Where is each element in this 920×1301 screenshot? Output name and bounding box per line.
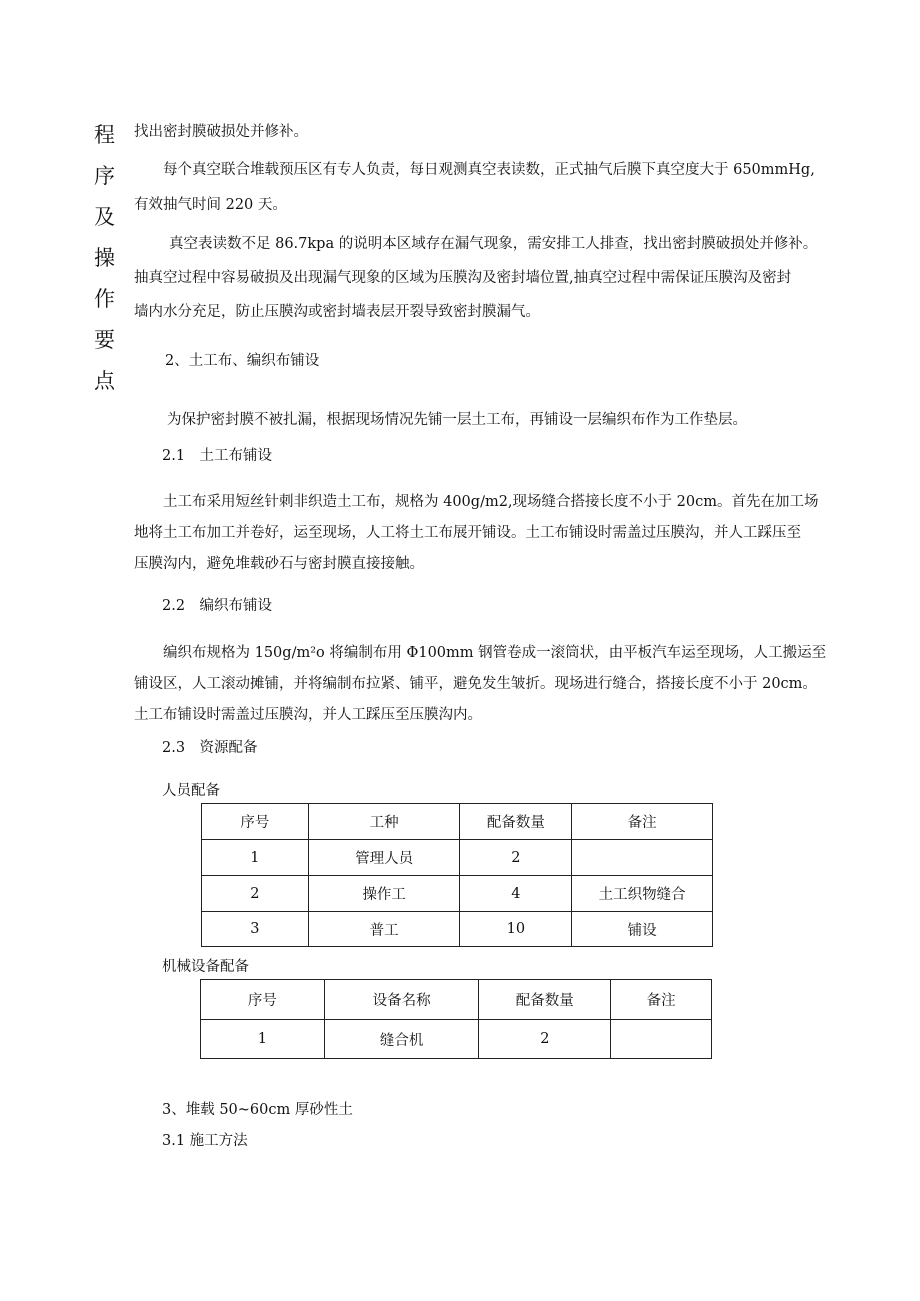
- side-title-char: 要: [94, 328, 115, 352]
- table-row: [202, 840, 713, 876]
- table-cell: 土工织物缝合: [572, 876, 713, 912]
- table-row: [201, 1020, 712, 1059]
- equipment-table: [200, 979, 712, 1059]
- side-title-char: 序: [94, 164, 115, 188]
- table-cell: 操作工: [308, 876, 460, 912]
- table-header-cell: 备注: [611, 980, 712, 1020]
- table-cell: 1: [202, 840, 309, 876]
- table-header-cell: 配备数量: [479, 980, 611, 1020]
- table-header-cell: 工种: [308, 804, 460, 840]
- table-header-row: [202, 804, 713, 840]
- table-cell: 1: [201, 1020, 325, 1059]
- section-heading: 2、土工布、编织布铺设: [165, 353, 320, 369]
- staff-table: [201, 803, 713, 947]
- subsection-heading: 2.2 编织布铺设: [162, 598, 273, 614]
- paragraph-line: 压膜沟内，避免堆载砂石与密封膜直接接触。: [134, 556, 424, 572]
- side-title-char: 及: [94, 205, 115, 229]
- table-row: [202, 912, 713, 947]
- paragraph-line: 抽真空过程中容易破损及出现漏气现象的区域为压膜沟及密封墙位置,抽真空过程中需保证压膜沟及密封: [134, 270, 792, 286]
- table-cell: 2: [479, 1020, 611, 1059]
- table-cell: 管理人员: [308, 840, 460, 876]
- paragraph-line: 墙内水分充足，防止压膜沟或密封墙表层开裂导致密封膜漏气。: [134, 304, 540, 320]
- table-cell: [611, 1020, 712, 1059]
- subsection-heading: 2.3 资源配备: [162, 740, 258, 756]
- paragraph-line: 找出密封膜破损处并修补。: [134, 124, 308, 140]
- table-row: [202, 876, 713, 912]
- table-header-cell: 配备数量: [460, 804, 572, 840]
- table-cell: 普工: [308, 912, 460, 947]
- table-cell: 铺设: [572, 912, 713, 947]
- table-cell: 4: [460, 876, 572, 912]
- table-header-row: [201, 980, 712, 1020]
- side-title-char: 程: [94, 123, 115, 147]
- side-title: [94, 125, 118, 412]
- paragraph-line: 有效抽气时间 220 天。: [134, 197, 287, 213]
- subsection-heading: 2.1 土工布铺设: [162, 448, 273, 464]
- paragraph-line: 真空表读数不足 86.7kpa 的说明本区域存在漏气现象，需安排工人排查，找出密封膜破损处并修补。: [169, 236, 818, 252]
- paragraph-line: 铺设区，人工滚动摊铺，并将编制布拉紧、铺平，避免发生皱折。现场进行缝合，搭接长度不小于 20cm。: [134, 676, 817, 692]
- side-title-char: 操: [94, 246, 115, 270]
- paragraph-line: 为保护密封膜不被扎漏，根据现场情况先铺一层土工布，再铺设一层编织布作为工作垫层。: [167, 412, 747, 428]
- table-cell: 10: [460, 912, 572, 947]
- section-heading: 3、堆载 50~60cm 厚砂性土: [162, 1102, 353, 1118]
- table-cell: 2: [202, 876, 309, 912]
- paragraph-line: 土工布铺设时需盖过压膜沟，并人工踩压至压膜沟内。: [134, 707, 482, 723]
- subsection-heading: 3.1 施工方法: [162, 1133, 248, 1149]
- side-title-char: 作: [94, 287, 115, 311]
- table-caption: 机械设备配备: [162, 959, 249, 975]
- paragraph-line: 编织布规格为 150g∕m²o 将编制布用 Φ100mm 钢管卷成一滚筒状，由平板汽车运至现场，人工搬运至: [163, 645, 827, 661]
- table-header-cell: 序号: [202, 804, 309, 840]
- table-cell: [572, 840, 713, 876]
- table-header-cell: 设备名称: [324, 980, 479, 1020]
- paragraph-line: 土工布采用短丝针刺非织造土工布，规格为 400g∕m2,现场缝合搭接长度不小于 20cm。首先在加工场: [163, 494, 819, 510]
- table-cell: 2: [460, 840, 572, 876]
- table-header-cell: 备注: [572, 804, 713, 840]
- paragraph-line: 每个真空联合堆载预压区有专人负责，每日观测真空表读数，正式抽气后膜下真空度大于 650mmHg,: [163, 162, 815, 178]
- table-cell: 缝合机: [324, 1020, 479, 1059]
- table-header-cell: 序号: [201, 980, 325, 1020]
- paragraph-line: 地将土工布加工并卷好，运至现场，人工将土工布展开铺设。土工布铺设时需盖过压膜沟，并人工踩压至: [134, 525, 801, 541]
- table-caption: 人员配备: [162, 783, 220, 799]
- table-cell: 3: [202, 912, 309, 947]
- side-title-char: 点: [94, 369, 115, 393]
